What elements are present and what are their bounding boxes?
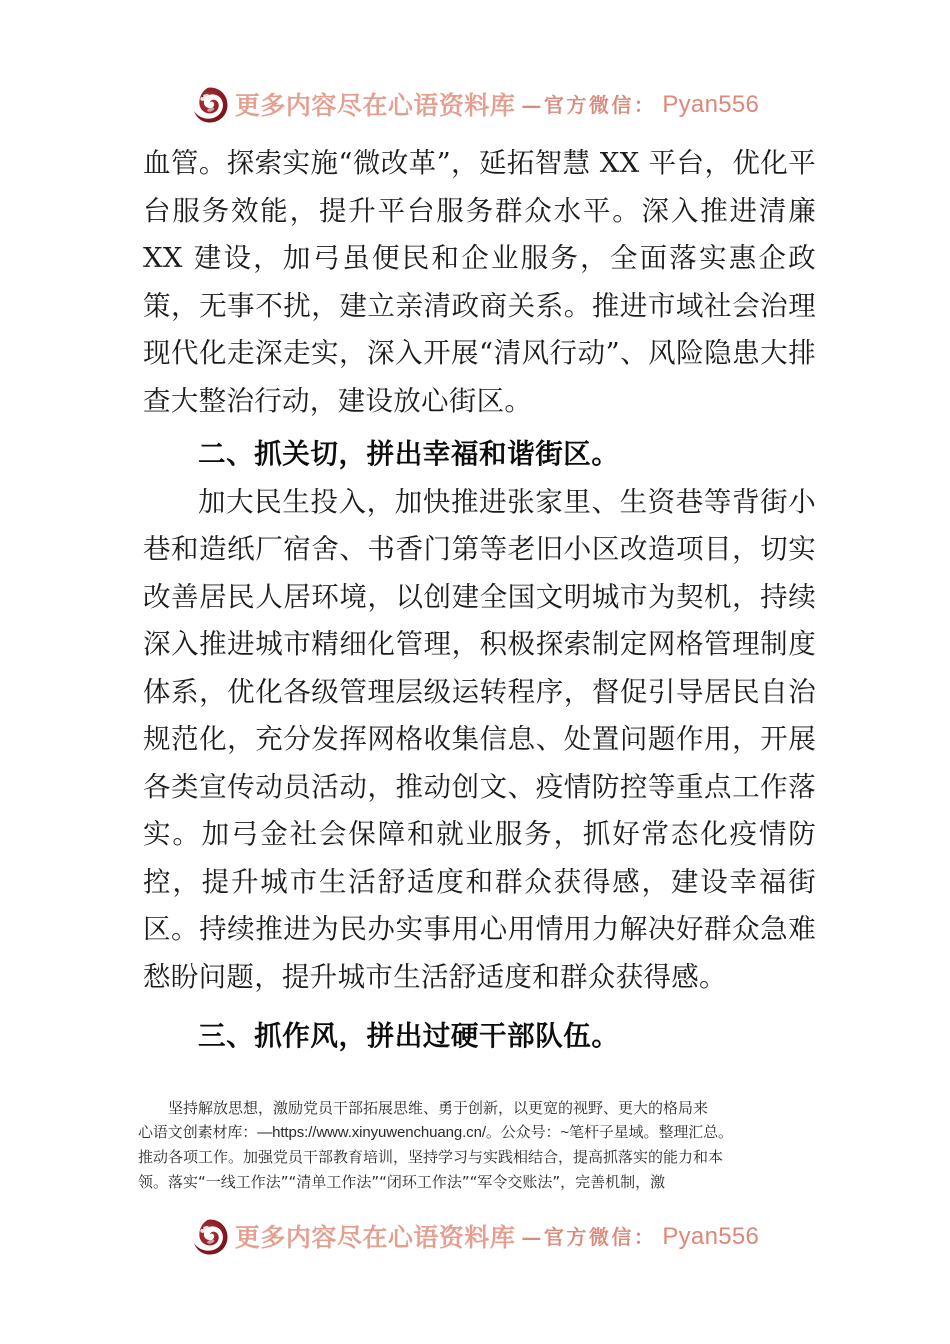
footnote-line: 领。落实“一线工作法”“清单工作法”“闭环工作法”“军令交账法”，完善机制，激 bbox=[138, 1172, 666, 1191]
swirl-fish-logo-icon bbox=[191, 86, 229, 124]
footnote-source-line: 心语文创素材库：—https://www.xinyuwenchuang.cn/。公众号：~笔杆子星域。整理汇总。 bbox=[138, 1123, 733, 1141]
watermark-wechat-label: —官方微信： bbox=[521, 1225, 657, 1249]
watermark-footer bbox=[0, 1214, 950, 1260]
watermark-chinese-text: 更多内容尽在心语资料库 bbox=[234, 90, 516, 120]
watermark-wechat-id: Pyan556 bbox=[662, 91, 760, 118]
section-heading-two: 二、抓关切，拼出幸福和谐街区。 bbox=[198, 438, 620, 470]
small-footnote-block bbox=[138, 1096, 822, 1194]
paragraph-body: 加大民生投入，加快推进张家里、生资巷等背街小巷和造纸厂宿舍、书香门第等老旧小区改造项目，切实改善居民人居环境，以创建全国文明城市为契机，持续深入推进城市精细化管理，积极探索制定网格管理制度体系，优化各级管理层级运转程序，督促引导居民自治规范化，充分发挥网格收集信息、处置问题作用，开展各类宣传动员活动，推动创文、疫情防控等重点工作落实。加弓金社会保障和就业服务，抓好常态化疫情防控，提升城市生活舒适度和群众获得感，建设幸福街区。持续推进为民办实事用心用情用力解决好群众急难愁盼问题，提升城市生活舒适度和群众获得感。 bbox=[143, 485, 816, 993]
section-heading-three: 三、抓作风，拼出过硬干部队伍。 bbox=[198, 1020, 620, 1052]
footnote-line: 坚持解放思想，激励党员干部拓展思维、勇于创新，以更宽的视野、更大的格局来 bbox=[168, 1099, 709, 1117]
paragraph-body: 血管。探索实施“微改革”，延拓智慧 XX 平台，优化平台服务效能，提升平台服务群众水平。深入推进清廉 XX 建设，加弓虽便民和企业服务，全面落实惠企政策，无事不扰，建立亲清政商关系。推进市域社会治理现代化走深走实，深入开展“清风行动”、风险隐患大排查大整治行动，建设放心街区。 bbox=[143, 147, 816, 417]
footnote-line: 推动各项工作。加强党员干部教育培训，坚持学习与实践相结合，提高抓落实的能力和本 bbox=[138, 1148, 724, 1166]
swirl-fish-logo-icon bbox=[191, 1218, 229, 1256]
watermark-header bbox=[0, 82, 950, 128]
watermark-wechat-id: Pyan556 bbox=[662, 1223, 760, 1250]
paragraph-spacer bbox=[143, 1001, 816, 1013]
watermark-chinese-text: 更多内容尽在心语资料库 bbox=[234, 1222, 516, 1252]
document-content bbox=[143, 140, 816, 1061]
watermark-wechat-label: —官方微信： bbox=[521, 93, 657, 117]
